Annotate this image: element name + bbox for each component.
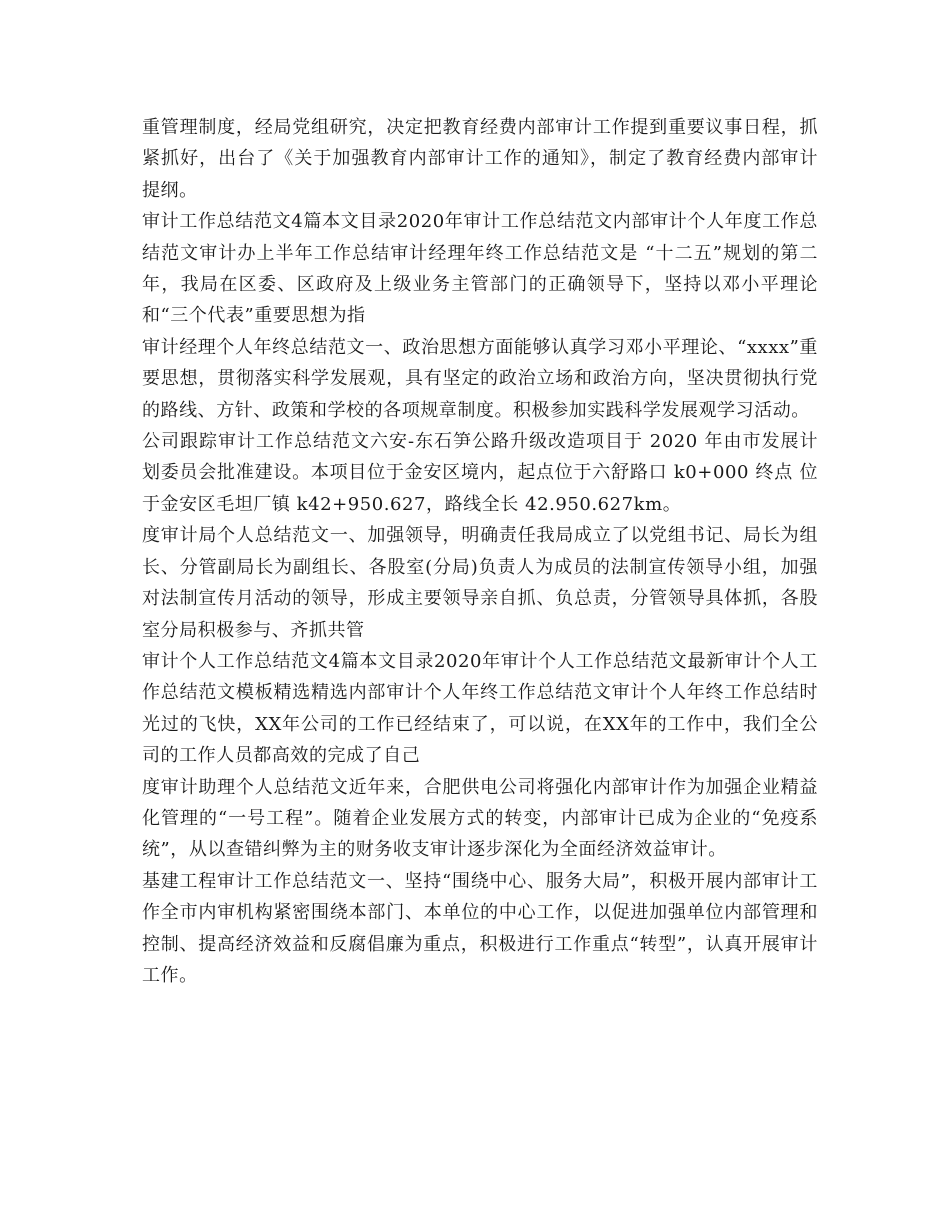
paragraph-5: 度审计局个人总结范文一、加强领导，明确责任我局成立了以党组书记、局长为组长、分管副局长为副组长、各股室(分局)负责人为成员的法制宣传领导小组，加强对法制宣传月活动的领导，形成主要领导亲自抓、负总责，分管领导具体抓，各股室分局积极参与、齐抓共管 bbox=[142, 525, 818, 641]
paragraph-3: 审计经理个人年终总结范文一、政治思想方面能够认真学习邓小平理论、“xxxx”重要思想，贯彻落实科学发展观，具有坚定的政治立场和政治方向，坚决贯彻执行党的路线、方针、政策和学校的各项规章制度。积极参加实践科学发展观学习活动。 bbox=[142, 336, 818, 421]
paragraph-4: 公司跟踪审计工作总结范文六安-东石笋公路升级改造项目于 2020 年由市发展计划委员会批准建设。本项目位于金安区境内，起点位于六舒路口 k0+000 终点 位于金安区毛坦厂镇 k42+950.627，路线全长 42.950.627km。 bbox=[142, 431, 818, 515]
paragraph-1: 重管理制度，经局党组研究，决定把教育经费内部审计工作提到重要议事日程，抓紧抓好，出台了《关于加强教育内部审计工作的通知》，制定了教育经费内部审计提纲。 bbox=[142, 117, 818, 201]
document-body bbox=[142, 112, 818, 991]
paragraph-2: 审计工作总结范文4篇本文目录2020年审计工作总结范文内部审计个人年度工作总结范文审计办上半年工作总结审计经理年终工作总结范文是 “十二五”规划的第二年，我局在区委、区政府及上级业务主管部门的正确领导下，坚持以邓小平理论和“三个代表”重要思想为指 bbox=[142, 211, 818, 327]
paragraph-7: 度审计助理个人总结范文近年来，合肥供电公司将强化内部审计作为加强企业精益化管理的“一号工程”。随着企业发展方式的转变，内部审计已成为企业的“免疫系统”，从以查错纠弊为主的财务收支审计逐步深化为全面经济效益审计。 bbox=[142, 776, 818, 861]
paragraph-6: 审计个人工作总结范文4篇本文目录2020年审计个人工作总结范文最新审计个人工作总结范文模板精选精选内部审计个人年终工作总结范文审计个人年终工作总结时光过的飞快，XX年公司的工作已经结束了，可以说，在XX年的工作中，我们全公司的工作人员都高效的完成了自己 bbox=[142, 650, 818, 767]
paragraph-8: 基建工程审计工作总结范文一、坚持“围绕中心、服务大局”，积极开展内部审计工作全市内审机构紧密围绕本部门、本单位的中心工作，以促进加强单位内部管理和控制、提高经济效益和反腐倡廉为重点，积极进行工作重点“转型”，认真开展审计工作。 bbox=[142, 870, 818, 986]
